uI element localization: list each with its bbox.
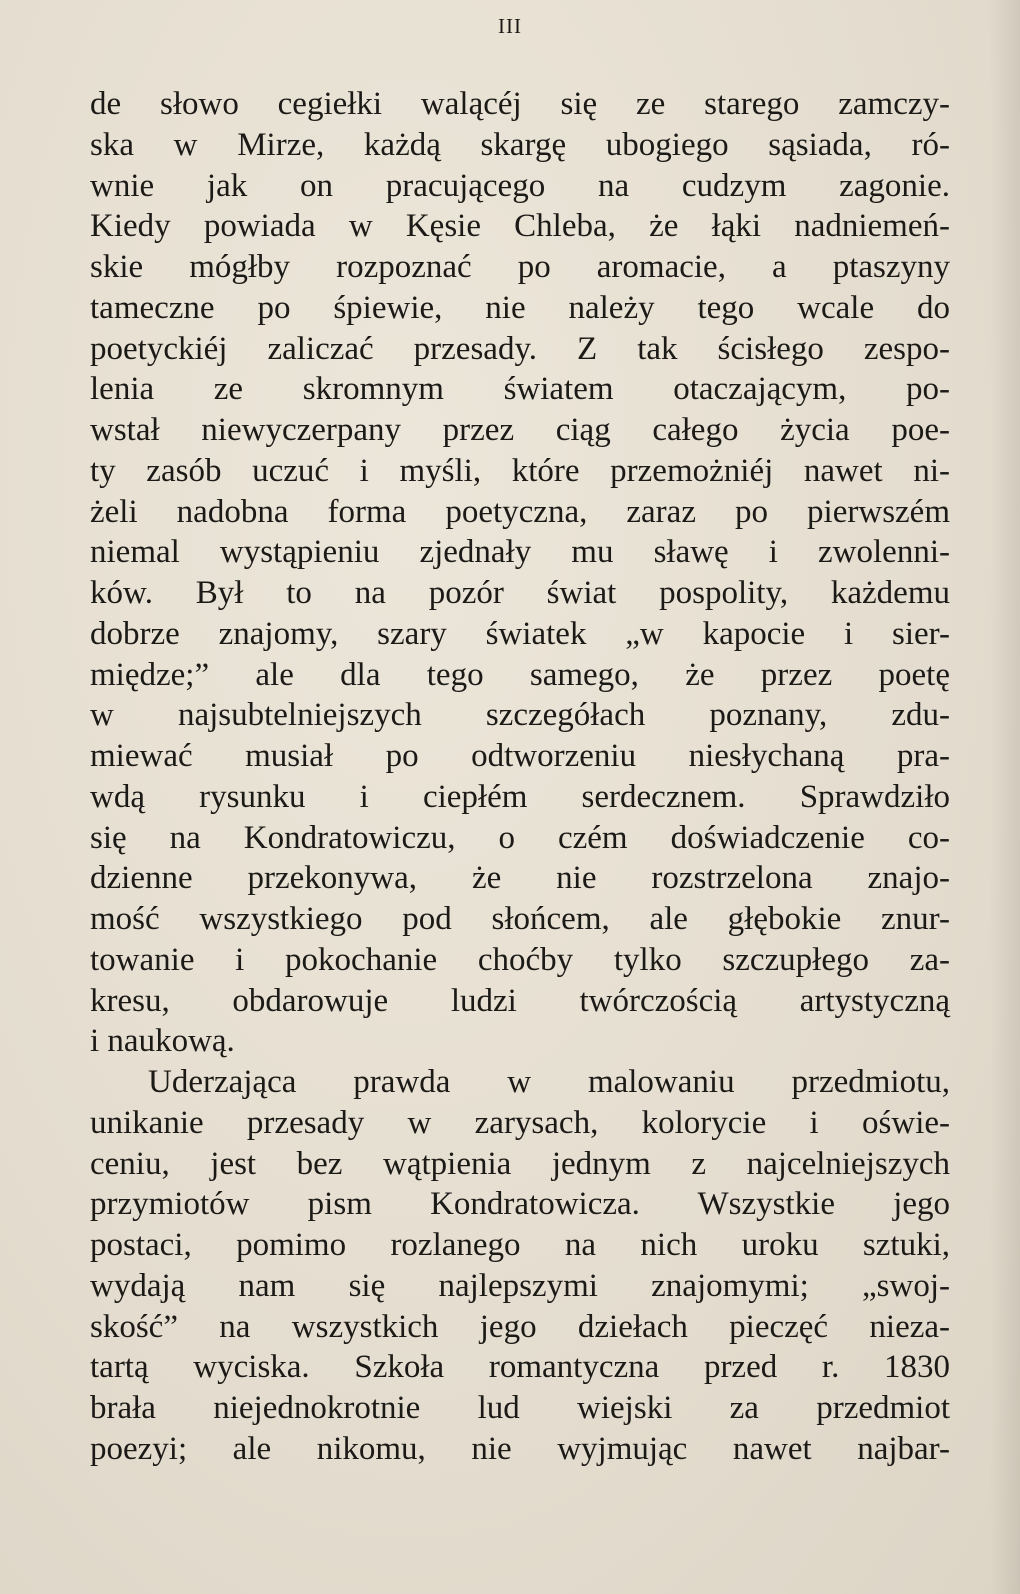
- text-line: ceniu, jest bez wątpienia jednym z najcelniejszych: [90, 1145, 950, 1182]
- text-line: wdą rysunku i ciepłém serdecznem. Sprawdziło: [90, 778, 950, 815]
- page-number: III: [498, 14, 522, 38]
- text-line: postaci, pomimo rozlanego na nich uroku sztuki,: [90, 1227, 950, 1263]
- text-line: tameczne po śpiewie, nie należy tego wcale do: [90, 289, 950, 326]
- text-line: skość” na wszystkich jego dziełach pieczęć nieza-: [90, 1308, 950, 1345]
- text-line: Kiedy powiada w Kęsie Chleba, że łąki nadniemeń-: [90, 208, 950, 245]
- text-line: towanie i pokochanie choćby tylko szczupłego za-: [90, 941, 950, 978]
- text-line: mość wszystkiego pod słońcem, ale głębokie znur-: [90, 901, 950, 937]
- text-line: kresu, obdarowuje ludzi twórczością artystyczną: [90, 982, 950, 1019]
- text-line: żeli nadobna forma poetyczna, zaraz po pierwszém: [90, 493, 950, 530]
- text-line: skie mógłby rozpoznać po aromacie, a ptaszyny: [90, 249, 950, 285]
- text-line: w najsubtelniejszych szczegółach poznany, zdu-: [90, 697, 950, 734]
- text-line: ska w Mirze, każdą skargę ubogiego sąsiada, ró-: [90, 126, 950, 163]
- text-line: ków. Był to na pozór świat pospolity, każdemu: [90, 575, 950, 611]
- text-line: poezyi; ale nikomu, nie wyjmując nawet najbar-: [90, 1430, 950, 1467]
- text-line: tartą wyciska. Szkoła romantyczna przed r. 1830: [90, 1349, 950, 1386]
- text-line: wnie jak on pracującego na cudzym zagonie.: [90, 167, 950, 204]
- text-line: niemal wystąpieniu zjednały mu sławę i zwolenni-: [90, 534, 950, 571]
- text-line: się na Kondratowiczu, o czém doświadczenie co-: [90, 819, 950, 856]
- text-line: przymiotów pism Kondratowicza. Wszystkie jego: [90, 1186, 950, 1223]
- text-line: dobrze znajomy, szary światek „w kapocie i sier-: [90, 615, 950, 652]
- page-edge-shadow: [990, 0, 1020, 1594]
- text-line: de słowo cegiełki walącéj się ze starego zamczy-: [90, 86, 950, 122]
- text-line: poetyckiéj zaliczać przesady. Z tak ścisłego zespo-: [90, 330, 950, 367]
- text-line: miewać musiał po odtworzeniu niesłychaną pra-: [90, 738, 950, 774]
- text-line: unikanie przesady w zarysach, kolorycie i oświe-: [90, 1104, 950, 1141]
- text-line: dzienne przekonywa, że nie rozstrzelona znajo-: [90, 860, 950, 897]
- text-line: Uderzająca prawda w malowaniu przedmiotu,: [148, 1064, 950, 1100]
- text-line: i naukową.: [90, 1023, 235, 1060]
- text-line: wydają nam się najlepszymi znajomymi; „swoj-: [90, 1267, 950, 1304]
- text-line: wstał niewyczerpany przez ciąg całego życia poe-: [90, 412, 950, 448]
- text-line: brała niejednokrotnie lud wiejski za przedmiot: [90, 1390, 950, 1426]
- text-line: międze;” ale dla tego samego, że przez poetę: [90, 656, 950, 693]
- text-line: ty zasób uczuć i myśli, które przemożniéj nawet ni-: [90, 452, 950, 489]
- text-line: lenia ze skromnym światem otaczającym, po-: [90, 371, 950, 408]
- body-text: [90, 84, 950, 1470]
